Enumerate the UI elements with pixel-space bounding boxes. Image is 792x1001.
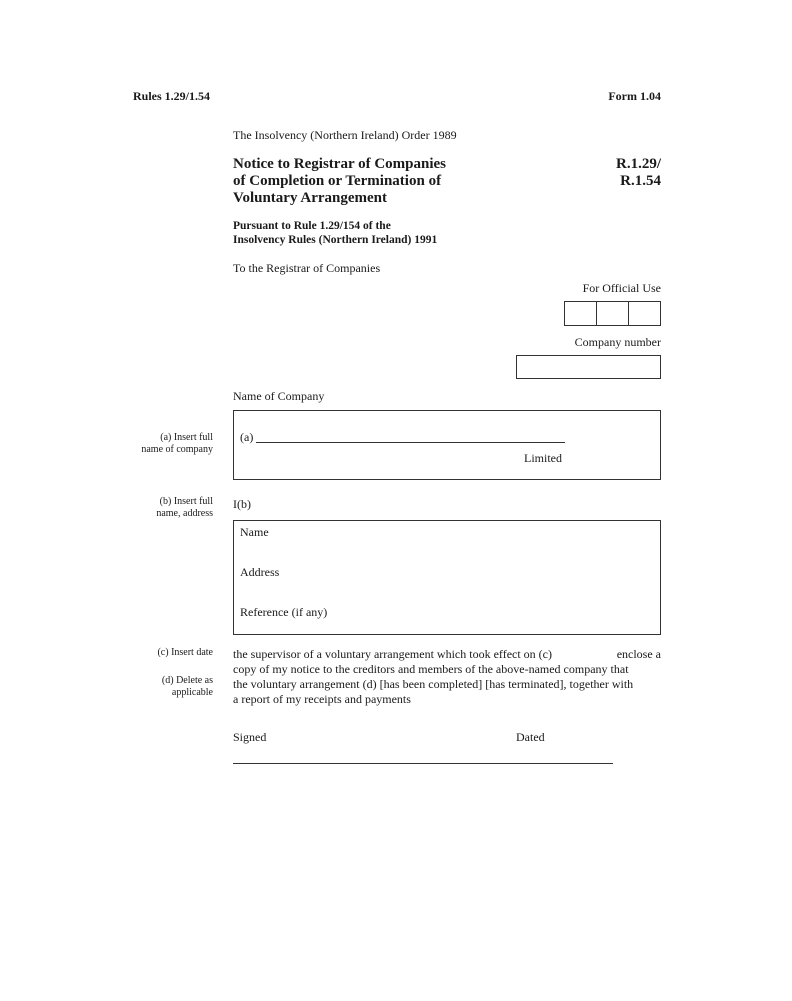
declaration-text [233,647,661,707]
note-line: name of company [141,444,213,455]
limited-suffix: Limited [524,451,562,465]
form-title [233,156,533,207]
form-title-line: Notice to Registrar of Companies [233,156,447,172]
company-number-label: Company number [574,335,661,349]
note-b [103,496,213,520]
addressee: To the Registrar of Companies [233,261,381,275]
note-d [103,675,213,699]
pursuant-line: Pursuant to Rule 1.29/154 of the [233,220,391,232]
official-use-cell[interactable] [597,302,629,325]
note-line: (a) Insert full [160,432,213,443]
note-a [103,432,213,456]
company-number-field[interactable] [516,355,661,379]
pursuant-line: Insolvency Rules (Northern Ireland) 1991 [233,234,438,246]
declaration-line [233,647,661,662]
official-use-cell[interactable] [629,302,660,325]
signature-line[interactable] [233,763,613,764]
note-line: (d) Delete as [161,675,213,686]
pursuant-text [233,219,437,247]
note-line: (c) Insert date [157,647,213,658]
company-name-box [233,410,661,480]
supervisor-details-box[interactable] [233,520,661,635]
form-title-line: Voluntary Arrangement [233,190,388,206]
address-label: Address [240,565,280,579]
rule-reference-line: R.1.54 [620,173,661,189]
signed-label: Signed [233,730,267,744]
note-line: name, address [156,508,213,519]
official-use-cell[interactable] [565,302,597,325]
rule-reference [616,156,661,190]
declaration-segment: enclose a [616,647,661,661]
dated-label: Dated [516,730,545,744]
form-title-line: of Completion or Termination of [233,173,442,189]
order-title: The Insolvency (Northern Ireland) Order 1989 [233,128,457,142]
note-line: applicable [171,687,213,698]
declarant-label: I(b) [233,497,251,511]
rules-reference: Rules 1.29/1.54 [133,89,211,103]
official-use-boxes [564,301,661,326]
name-label: Name [240,525,269,539]
company-name-prefix: (a) [240,430,254,444]
reference-label: Reference (if any) [240,605,328,619]
declaration-line: a report of my receipts and payments [233,692,411,706]
note-line: (b) Insert full [159,496,213,507]
note-c [103,647,213,659]
name-of-company-label: Name of Company [233,389,325,403]
rule-reference-line: R.1.29/ [616,156,661,172]
official-use-label: For Official Use [582,281,661,295]
declaration-segment: the supervisor of a voluntary arrangement which took effect on (c) [233,647,552,661]
declaration-line: the voluntary arrangement (d) [has been completed] [has terminated], together with [233,677,634,691]
declaration-line: copy of my notice to the creditors and members of the above-named company that [233,662,629,676]
form-number: Form 1.04 [608,89,661,103]
company-name-input[interactable] [256,442,565,443]
